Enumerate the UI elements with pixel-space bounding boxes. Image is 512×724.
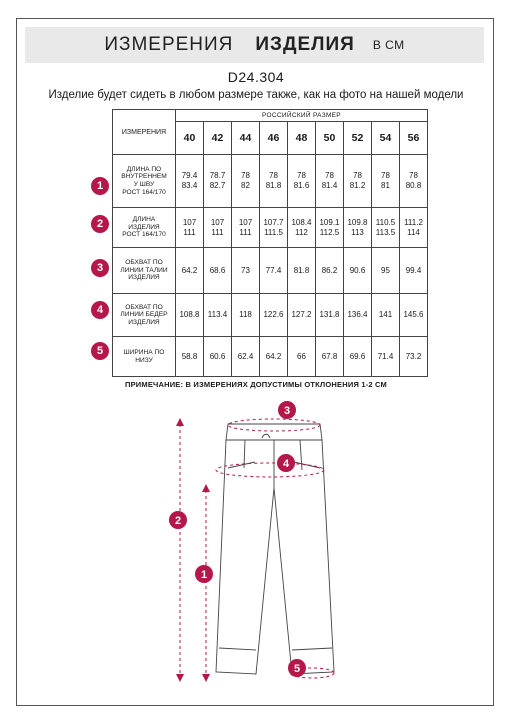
- drawing-marker-4: [277, 454, 295, 472]
- value-line: 60.6: [209, 351, 226, 361]
- value-line: 80.8: [405, 181, 422, 190]
- size-header: 48: [288, 122, 316, 155]
- value-line: 95: [381, 265, 390, 275]
- value-line: 71.4: [377, 351, 394, 361]
- svg-text:3: 3: [283, 405, 291, 417]
- row-label-line: НИЗУ: [135, 356, 153, 364]
- value-line: 90.6: [349, 265, 366, 275]
- value-line: 111: [183, 227, 196, 237]
- value-line: 107: [238, 217, 253, 227]
- value-line: 78: [241, 171, 250, 180]
- size-header: 52: [344, 122, 372, 155]
- value-line: 111.5: [264, 227, 283, 237]
- row-marker-4: 4: [91, 301, 109, 319]
- value-line: 64.2: [181, 265, 198, 275]
- value-line: 81.8: [293, 265, 310, 275]
- value-line: 108.4: [291, 217, 312, 227]
- row-label-line: ОБХВАТ ПО: [125, 303, 163, 311]
- value-line: 107.7: [263, 217, 284, 227]
- value-line: 111: [211, 227, 224, 237]
- header-title-bold: ИЗДЕЛИЯ: [255, 34, 355, 55]
- size-header: 44: [232, 122, 260, 155]
- measurement-lines: [180, 419, 334, 678]
- value-line: 108.8: [179, 310, 200, 319]
- svg-text:1: 1: [200, 569, 208, 581]
- value-line: 81.4: [321, 181, 338, 190]
- value-line: 78: [325, 171, 334, 180]
- value-line: 122.6: [263, 310, 284, 319]
- value-line: 109.1: [319, 217, 340, 227]
- row-label-line: ЛИНИИ ТАЛИИ: [120, 266, 168, 274]
- value-line: 78: [269, 171, 278, 180]
- value-line: 127.2: [291, 310, 312, 319]
- row-label-line: ШИРИНА ПО: [123, 348, 165, 356]
- value-line: 64.2: [265, 351, 282, 361]
- fit-note: Изделие будет сидеть в любом размере также, как на фото на нашей модели: [48, 89, 464, 101]
- drawing-marker-2: [169, 511, 187, 529]
- value-line: 113.5: [375, 227, 396, 237]
- size-header: 42: [204, 122, 232, 155]
- value-line: 67.8: [321, 351, 338, 361]
- value-line: 112: [295, 227, 308, 237]
- row-label-line: ИЗДЕЛИЯ: [128, 318, 160, 326]
- row-label-line: ДЛИНА: [132, 216, 156, 224]
- row-marker-2: 2: [91, 215, 109, 233]
- value-line: 62.4: [237, 351, 254, 361]
- row-label-line: У ШВУ: [133, 181, 155, 188]
- size-header: 50: [316, 122, 344, 155]
- value-line: 113: [351, 227, 364, 237]
- value-line: 78: [297, 171, 306, 180]
- value-line: 79.4: [181, 171, 198, 180]
- article-number: D24.304: [227, 69, 285, 85]
- row-label-line: ИЗДЕЛИЯ: [128, 223, 160, 231]
- value-line: 78: [409, 171, 418, 180]
- value-line: 82: [241, 181, 250, 190]
- size-header: 56: [400, 122, 428, 155]
- svg-text:5: 5: [293, 663, 301, 675]
- svg-text:4: 4: [282, 458, 290, 470]
- row-label-line: ДЛИНА ПО: [126, 165, 162, 173]
- value-line: 78.7: [209, 171, 226, 180]
- value-line: 81.2: [349, 181, 366, 190]
- value-line: 111: [239, 227, 252, 237]
- value-line: 131.8: [319, 310, 340, 319]
- value-line: 118: [239, 310, 252, 319]
- drawing-marker-1: [195, 565, 213, 583]
- row-marker-5: 5: [91, 342, 109, 360]
- header-unit: В СМ: [372, 38, 405, 52]
- row-label-line: ЛИНИИ БЕДЕР: [120, 311, 168, 319]
- value-line: 81.6: [293, 181, 310, 190]
- value-line: 109.8: [347, 217, 368, 227]
- row-label-line: ИЗДЕЛИЯ: [128, 274, 160, 282]
- trousers-outline: [216, 424, 334, 674]
- value-line: 68.6: [209, 265, 226, 275]
- value-line: 141: [378, 310, 393, 319]
- value-line: 69.6: [349, 351, 366, 361]
- size-header: 46: [260, 122, 288, 155]
- value-line: 73.2: [405, 351, 422, 361]
- header-title: ИЗМЕРЕНИЯ: [104, 34, 234, 55]
- value-line: 81.8: [265, 181, 282, 190]
- value-line: 145.6: [403, 310, 424, 319]
- svg-text:2: 2: [174, 515, 182, 527]
- tolerance-note: ПРИМЕЧАНИЕ: В ИЗМЕРЕНИЯХ ДОПУСТИМЫ ОТКЛОНЕНИЯ 1-2 СМ: [124, 380, 388, 389]
- row-label-line: ОБХВАТ ПО: [125, 259, 163, 267]
- row-label-line: ВНУТРЕННЕМ: [121, 173, 167, 181]
- value-line: 107: [210, 217, 225, 227]
- value-line: 114: [407, 227, 420, 237]
- value-line: 77.4: [265, 265, 282, 275]
- value-line: 66: [297, 351, 306, 361]
- drawing-marker-5: [288, 659, 306, 677]
- drawing-marker-3: [278, 401, 296, 419]
- value-line: 110.5: [375, 217, 396, 227]
- value-line: 99.4: [405, 265, 422, 275]
- value-line: 112.5: [319, 227, 340, 237]
- value-line: 78: [381, 171, 390, 180]
- size-header: 40: [176, 122, 204, 155]
- value-line: 86.2: [321, 265, 338, 275]
- measurement-arrows: [176, 418, 210, 682]
- size-header: 54: [372, 122, 400, 155]
- corner-label: ИЗМЕРЕНИЯ: [113, 110, 176, 155]
- value-line: 111.2: [404, 217, 423, 227]
- value-line: 113.4: [207, 310, 228, 319]
- value-line: 78: [353, 171, 362, 180]
- value-line: 73: [241, 265, 250, 275]
- row-marker-3: 3: [91, 259, 109, 277]
- value-line: 58.8: [181, 351, 198, 361]
- value-line: 136.4: [347, 310, 368, 319]
- value-line: 81: [381, 181, 390, 190]
- row-label-line: РОСТ 164/170: [122, 188, 166, 196]
- value-line: 107: [182, 217, 197, 227]
- row-marker-1: 1: [91, 177, 109, 195]
- size-group-label: РОССИЙСКИЙ РАЗМЕР: [176, 110, 428, 122]
- value-line: 83.4: [181, 181, 198, 190]
- row-label-line: РОСТ 164/170: [122, 231, 166, 239]
- value-line: 82.7: [209, 181, 226, 190]
